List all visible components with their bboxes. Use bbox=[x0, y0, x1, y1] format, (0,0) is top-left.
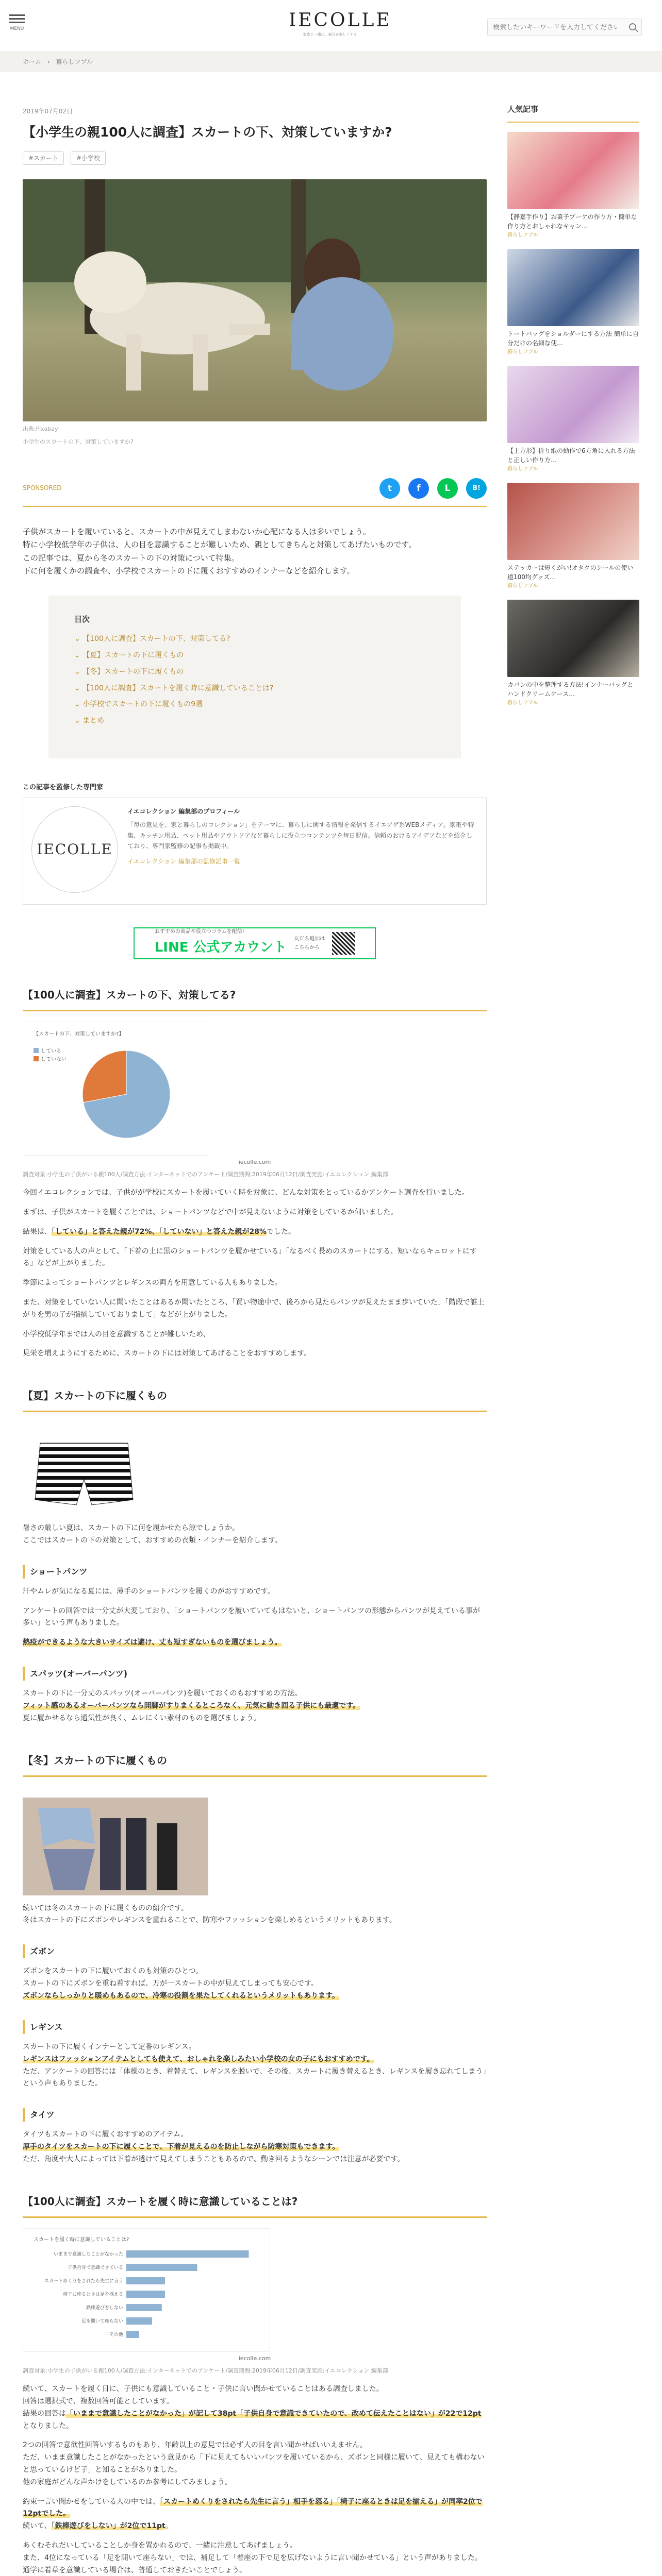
tag[interactable]: #スカート bbox=[23, 151, 64, 165]
bar-category-label: その他 bbox=[109, 2332, 123, 2337]
hamburger-icon-bar bbox=[9, 22, 25, 23]
hatena-bookmark-icon[interactable]: B! bbox=[466, 478, 487, 499]
text: 結果は、 bbox=[23, 1227, 52, 1236]
search-input[interactable] bbox=[488, 19, 622, 36]
article-thumbnail[interactable] bbox=[507, 366, 639, 443]
paragraph bbox=[23, 2408, 487, 2433]
line-banner-note: 友だち追加はこちらから bbox=[294, 936, 325, 951]
table-of-contents bbox=[48, 596, 461, 758]
legend-label: していない bbox=[41, 1056, 67, 1062]
bar bbox=[126, 2277, 165, 2284]
supervisor-text bbox=[127, 806, 478, 896]
paragraph: ズボンをスカートの下に履いておくのも対策のひとつ。 bbox=[23, 1967, 203, 1976]
paragraph: スカートの下に履くインナーとして定番のレギンス。 bbox=[23, 2043, 196, 2051]
pie-chart-title: 【スカートの下、対策していますか?】 bbox=[34, 1031, 124, 1037]
toc-item[interactable]: ⌄ 【100人に調査】スカートの下、対策してる? bbox=[74, 633, 435, 646]
lead-line: この記事では、夏から冬のスカートの下の対策について特集。 bbox=[23, 553, 239, 563]
paragraph bbox=[23, 1226, 487, 1239]
site-logo[interactable] bbox=[289, 10, 392, 38]
qr-code-icon bbox=[332, 932, 355, 955]
striped-shorts-image bbox=[30, 1433, 138, 1515]
popular-article[interactable] bbox=[507, 366, 639, 473]
text: 続いて、 bbox=[23, 2522, 52, 2531]
survey-source: 調査対象:小学生の子供がいる親100人/調査方法:インターネットでのアンケート/調査期間:2019年06月12日/調査実施:イエコレクション 編集部 bbox=[23, 1171, 388, 1178]
paragraph: また、対策をしていない人に聞いたことはあるか聞いたところ、「買い物途中で、後ろから見たらパンツが見えたまま歩いていた」「階段で誰上がりを男の子が指摘していておりまして」などが上がりました。 bbox=[23, 1298, 485, 1319]
paragraph: 冬はスカートの下にズボンやレギンスを重ねることで、防寒やファッションを楽しめるというメリットもあります。 bbox=[23, 1916, 396, 1925]
paragraph: タイツもスカートの下に履くおすすめのアイテム。 bbox=[23, 2130, 188, 2139]
article-thumbnail[interactable] bbox=[507, 600, 639, 677]
highlight: 熱疫ができるような大きいサイズは避け、丈も短すぎないものを選びましょう。 bbox=[23, 1638, 282, 1647]
paragraph: 汗やムレが気になる夏には、薄手のショートパンツを履くのがおすすめです。 bbox=[23, 1587, 275, 1596]
breadcrumb-category[interactable]: 暮らしフブル bbox=[56, 58, 93, 65]
highlight: 「いままで意識したことがなかった」が記して38pt「子供自身で意識できていたので、改めて伝えたことはない」が22で12pt bbox=[66, 2409, 482, 2418]
hamburger-icon bbox=[9, 14, 25, 16]
sidebar bbox=[507, 88, 639, 2576]
highlight: レギンスはファッションアイテムとしても使えて、おしゃれを楽しみたい小学校の女の子にもおすすめです。 bbox=[23, 2055, 374, 2063]
highlight: 「スカートめくりをされたら先生に言う」相手を怒る」「椅子に座るときは足を揃える」が同率2位で12ptでした。 bbox=[23, 2497, 483, 2518]
paragraph bbox=[23, 2520, 487, 2533]
popular-article[interactable] bbox=[507, 249, 639, 357]
supervisor-heading: この記事を監修した専門家 bbox=[23, 783, 104, 791]
breadcrumb-separator: › bbox=[47, 58, 50, 65]
popular-article-title[interactable]: カバンの中を整理する方法!インナーバッグとハンドクリームケース… bbox=[507, 681, 634, 698]
breadcrumb-home[interactable]: ホーム bbox=[23, 58, 42, 65]
toc-title: 目次 bbox=[74, 614, 90, 624]
toc-item[interactable]: ⌄ 【夏】スカートの下に履くもの bbox=[74, 650, 435, 662]
bar bbox=[126, 2264, 197, 2271]
search-box bbox=[487, 19, 642, 36]
text: 。 bbox=[165, 2522, 173, 2531]
popular-article-category: 暮らしフブル bbox=[507, 232, 538, 238]
menu-label: MENU bbox=[10, 26, 24, 31]
popular-article-category: 暮らしフブル bbox=[507, 466, 538, 472]
text: となりました。 bbox=[23, 2421, 73, 2430]
toc-item[interactable]: ⌄ まとめ bbox=[74, 715, 435, 727]
leggings-photo-icon bbox=[23, 1798, 208, 1895]
lead-line: 子供がスカートを履いていると、スカートの中が見えてしまわないか心配になる人は多いでしょう。 bbox=[23, 527, 371, 536]
subsection-heading: レギンス bbox=[23, 2020, 487, 2034]
paragraph: また、4位になっている「足を開いて座らない」では、補足して「着座の下で足を広げないように言い聞かせている」という声がありました。 bbox=[23, 2553, 482, 2562]
popular-article[interactable] bbox=[507, 483, 639, 590]
line-banner-title: LINE 公式アカウント bbox=[154, 940, 287, 956]
striped-shorts-icon bbox=[30, 1433, 138, 1515]
subsection-heading: ショートパンツ bbox=[23, 1565, 487, 1579]
paragraph: アンケートの回答では一分丈が大変しており、「ショートパンツを履いていてもはないと、ショートパンツの形態からパンツが見えている事が多い」という声もありました。 bbox=[23, 1606, 481, 1628]
page-body bbox=[0, 72, 662, 2576]
supervisor-logo: IECOLLE bbox=[31, 806, 118, 893]
survey-source: 調査対象:小学生の子供がいる親100人/調査方法:インターネットでのアンケート/調査期間:2019年06月12日/調査実施:イエコレクション 編集部 bbox=[23, 2367, 388, 2375]
bar bbox=[126, 2250, 249, 2258]
popular-article-category: 暮らしフブル bbox=[507, 349, 538, 355]
popular-article[interactable] bbox=[507, 132, 639, 240]
popular-article-category: 暮らしフブル bbox=[507, 583, 538, 589]
paragraph bbox=[23, 2054, 487, 2066]
paragraph: 暑さの厳しい夏は、スカートの下に何を履かせたら涼でしょうか。 bbox=[23, 1524, 239, 1533]
bar-category-label: スカートめくりをされたら先生に言う bbox=[44, 2278, 123, 2284]
paragraph: 続いては冬のスカートの下に履くものの紹介です。 bbox=[23, 1904, 188, 1912]
text: でした。 bbox=[267, 1227, 296, 1236]
toc-item[interactable]: ⌄ 【100人に調査】スカートを履く時に意識していることは? bbox=[74, 683, 435, 695]
legend-swatch bbox=[34, 1048, 39, 1053]
paragraph: 対策をしている人の声として、「下着の上に黒のショートパンツを履かせている」「なるべく長めのスカートにする、短いならキュロットにする」などが上がりました。 bbox=[23, 1247, 477, 1268]
supervisor-box bbox=[23, 798, 487, 905]
search-icon[interactable] bbox=[629, 23, 636, 30]
bar-chart-title: スカートを履く時に意識していることは? bbox=[34, 2236, 129, 2243]
lead-paragraph bbox=[23, 526, 487, 578]
paragraph bbox=[23, 2496, 487, 2521]
article-thumbnail[interactable] bbox=[507, 132, 639, 209]
paragraph: 他の家庭がどんな声かけをしているのか参考にしてみましょう。 bbox=[23, 2478, 232, 2486]
toc-item[interactable]: ⌄ 【冬】スカートの下に履くもの bbox=[74, 666, 435, 679]
paragraph: まずは、子供がスカートを履くことでは、ショートパンツなどで中が見えないように対策をしているか伺いました。 bbox=[23, 1208, 398, 1216]
lead-line: 特に小学校低学年の子供は、人の目を意識することが難しいため、親としてきちんと対策してあげたいものです。 bbox=[23, 540, 417, 550]
paragraph bbox=[23, 1990, 487, 2003]
chart-source-link[interactable]: iecolle.com bbox=[238, 2354, 271, 2362]
section-heading: 【100人に調査】スカートを履く時に意識していることは? bbox=[23, 2193, 487, 2218]
article-thumbnail[interactable] bbox=[507, 249, 639, 326]
paragraph: 今回イエコレクションでは、子供がが学校にスカートを履いていく時を対象に、どんな対策をとっているかアンケート調査を行いました。 bbox=[23, 1189, 469, 1197]
pie-chart-svg bbox=[28, 1027, 204, 1151]
bar bbox=[126, 2317, 152, 2325]
menu-button[interactable] bbox=[9, 12, 25, 33]
line-official-banner[interactable] bbox=[134, 927, 376, 959]
supervisor-link[interactable]: イエコレクション 編集部の監修記事一覧 bbox=[127, 858, 240, 866]
leggings-image bbox=[23, 1798, 208, 1895]
paragraph: 続いて、スカートを履く日に、子供にも意識していること・子供に言い聞かせていることはある調査しました。 bbox=[23, 2385, 384, 2394]
paragraph: ただ、アンケートの回答には「体操のとき、着替えて、レギンスを脱いで、その後、スカートに履き替えるとき、レギンスを履き忘れてしまう」という声もありました。 bbox=[23, 2067, 487, 2088]
share-bar bbox=[23, 478, 487, 507]
tag-list bbox=[23, 151, 487, 165]
popular-article-title[interactable]: トートバッグをショルダーにする方法 簡単に自分だけの名細な使… bbox=[507, 330, 639, 347]
paragraph: 回答は選択式で、複数回答可能としています。 bbox=[23, 2397, 174, 2405]
bar-category-label: いままで意識したことがなかった bbox=[53, 2251, 123, 2257]
paragraph: 見栄を増えようにするために、スカートの下には対策してあげることをおすすめします。 bbox=[23, 1349, 311, 1358]
line-banner-subtext: おすすめの商品や役立つコラムを配信! bbox=[154, 929, 244, 935]
sidebar-heading: 人気記事 bbox=[507, 103, 639, 123]
hero-image bbox=[23, 179, 487, 421]
article-date: 2019年07月02日 bbox=[23, 108, 73, 115]
section-heading: 【100人に調査】スカートの下、対策してる? bbox=[23, 986, 487, 1011]
paragraph: 小学校低学年までは人の目を意識することが難しいため、 bbox=[23, 1330, 210, 1338]
bar-chart bbox=[23, 2228, 270, 2352]
paragraph: 2つの回答で意欲性回答いするものもあり、年齢以上の意見では必ず人の目を言い聞かせばいいえません。 bbox=[23, 2441, 367, 2450]
highlight: フィット感のあるオーバーパンツなら開脚がすりまくるところなく、元気に動き回る子供にも最適です。 bbox=[23, 1702, 360, 1710]
popular-article-title[interactable]: 【静嘉手作り】お菓子ブーケの作り方・簡単な作り方とおしゃれなキャン… bbox=[507, 213, 637, 230]
highlight: 「している」と答えた親が72%、「していない」と答えた親が28% bbox=[52, 1227, 267, 1236]
twitter-icon[interactable]: t bbox=[379, 478, 400, 499]
bar bbox=[126, 2291, 165, 2298]
paragraph bbox=[23, 1700, 487, 1713]
section-heading: 【夏】スカートの下に履くもの bbox=[23, 1387, 487, 1412]
article-title: 【小学生の親100人に調査】スカートの下、対策していますか? bbox=[23, 125, 392, 140]
legend-swatch bbox=[34, 1056, 39, 1061]
bar bbox=[126, 2304, 162, 2311]
subsection-heading: タイツ bbox=[23, 2108, 487, 2122]
paragraph: ただ、角度や大人によっては下着が透けて見えてしまうこともあるので、動き回るようなシーンでは注意が必要です。 bbox=[23, 2155, 405, 2163]
article-thumbnail[interactable] bbox=[507, 483, 639, 560]
text: 約束一言い聞かせをしている人の中では、 bbox=[23, 2497, 160, 2506]
logo-wordmark: IECOLLE bbox=[289, 10, 392, 31]
highlight: 厚手のタイツをスカートの下に履くことで、下着が見えるのを防止しながら防寒対策もできます。 bbox=[23, 2143, 340, 2151]
popular-article-title[interactable]: ステッカーは短くがい!オタクのシールの使い道100均グッズ… bbox=[507, 564, 634, 581]
site-header bbox=[0, 0, 662, 52]
bar-category-label: 子供自身で意識できている bbox=[67, 2265, 123, 2270]
supervisor-desc: 「毎の意見を、家と暮らしのコレクション」をテーマに、暮らしに関する情報を発信するイエアゲ系WEBメディア。家電や特集、キッチン用品、ペット用品やアウトドアなど暮らしに役立つコンテンツを毎日配信。信頼のおけるアイデアなどを紹介しており、専門家監修の記事も掲載中。 bbox=[127, 821, 474, 850]
paragraph: 季節によってショートパンツとレギンスの両方を用意している人もありました。 bbox=[23, 1279, 282, 1287]
paragraph bbox=[23, 2141, 487, 2154]
hamburger-icon-bar bbox=[9, 18, 25, 20]
highlight: ズボンならしっかりと暖めもあるので、冷寒の役割を果たしてくれるというメリットもあります。 bbox=[23, 1992, 340, 2001]
section-heading: 【冬】スカートの下に履くもの bbox=[23, 1752, 487, 1777]
facebook-icon[interactable]: f bbox=[408, 478, 429, 499]
logo-tagline: 家族と一緒に。毎日を楽しくする bbox=[303, 32, 357, 37]
pie-slice bbox=[82, 1050, 126, 1103]
share-icons bbox=[379, 478, 487, 499]
paragraph: 通学に着草を意識している場合は、普通しておきたいことでしょう。 bbox=[23, 2566, 246, 2574]
bar-category-label: 鉄棒遊びをしない bbox=[86, 2305, 123, 2311]
paragraph bbox=[23, 1637, 487, 1649]
paragraph: ここではスカートの下の対策として、おすすめの衣類・インナーを紹介します。 bbox=[23, 1536, 282, 1545]
bar-chart-svg bbox=[28, 2234, 266, 2347]
highlight: 「鉄棒遊びをしない」が2位で11pt bbox=[51, 2522, 166, 2531]
chart-source-link[interactable]: iecolle.com bbox=[238, 1158, 271, 1165]
bar-category-label: 椅子に座るときは足を揃える bbox=[62, 2292, 123, 2297]
bar bbox=[126, 2331, 139, 2338]
image-credit: 出典:Pixabay bbox=[23, 426, 58, 433]
sponsored-label: SPONSORED bbox=[23, 484, 62, 492]
paragraph: あくむそれだいしていることしか身を置かれるので、一緒に注意してあげましょう。 bbox=[23, 2541, 297, 2550]
supervisor-name: イエコレクション 編集部のプロフィール bbox=[127, 807, 240, 815]
paragraph: スカートの下にズボンを重ね着すれば、万が一スカートの中が見えてしまっても安心です。 bbox=[23, 1979, 318, 1988]
popular-article-title[interactable]: 【上方形】折り紙の動作で6方角に入れる方法と正しい作り方… bbox=[507, 447, 635, 464]
subsection-heading: スパッツ(オーバーパンツ) bbox=[23, 1667, 487, 1681]
breadcrumb bbox=[0, 52, 662, 72]
popular-article[interactable] bbox=[507, 600, 639, 707]
legend-label: している bbox=[41, 1048, 61, 1054]
tag[interactable]: #小学校 bbox=[71, 151, 106, 165]
bar-category-label: 足を開いて座らない bbox=[81, 2318, 123, 2324]
lead-line: 下に何を履くかの調査や、小学校でスカートの下に履くおすすめのインナーなどを紹介します。 bbox=[23, 566, 355, 576]
line-icon[interactable]: L bbox=[437, 478, 458, 499]
subsection-heading: ズボン bbox=[23, 1944, 487, 1958]
paragraph: スカートの下に一分丈のスパッツ(オーバーパンツ)を履いておくのもおすすめの方法。 bbox=[23, 1689, 302, 1698]
paragraph: ただ、いまま意識したことがなかったという意見から「下に見えてもいいパンツを履いているから、ズボンと同様に履いて、見えても構わないと思っているけど子」と知ることがありました。 bbox=[23, 2453, 485, 2474]
text: 結果の回答は bbox=[23, 2409, 66, 2418]
pie-chart bbox=[23, 1022, 208, 1156]
paragraph: 夏に履かせるなら通気性が良く、ムレにくい素材のものを選びましょう。 bbox=[23, 1714, 261, 1722]
popular-article-category: 暮らしフブル bbox=[507, 700, 538, 706]
toc-item[interactable]: ⌄ 小学校でスカートの下に履くもの9選 bbox=[74, 699, 435, 711]
article bbox=[23, 88, 487, 2576]
dog-and-girl-photo bbox=[23, 179, 487, 421]
image-caption: 小学生のスカートの下、対策していますか? bbox=[23, 438, 134, 445]
